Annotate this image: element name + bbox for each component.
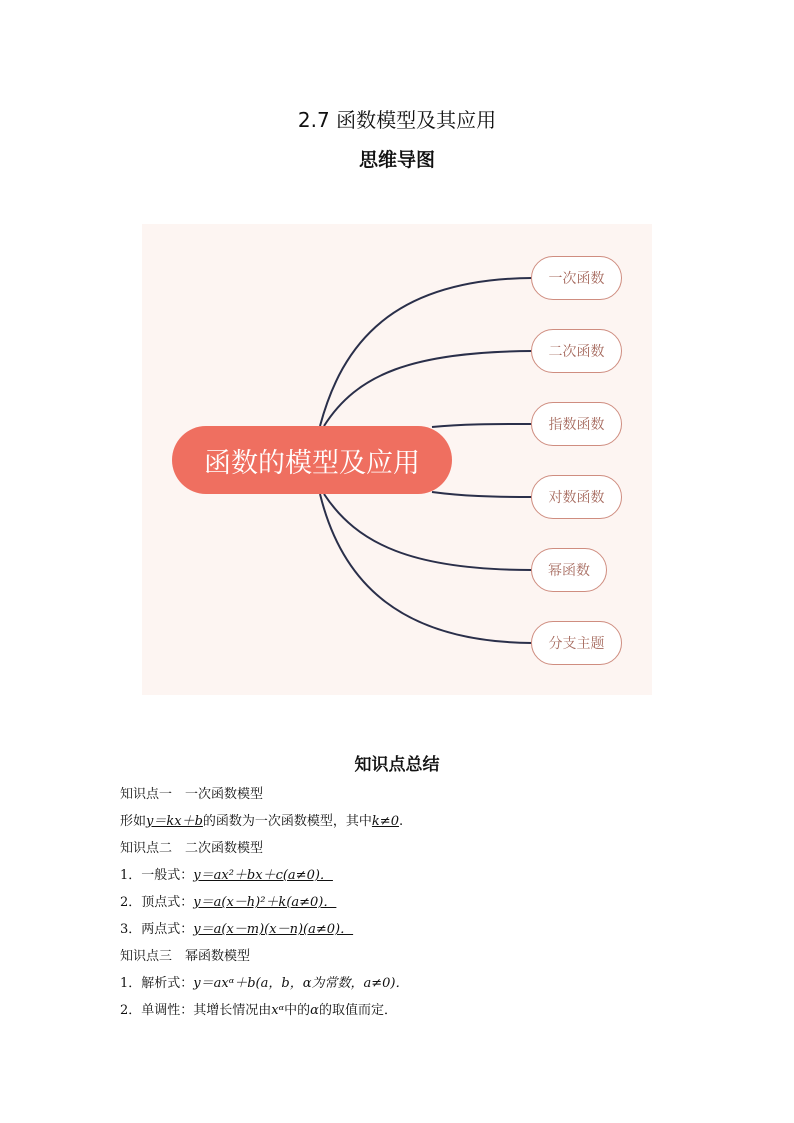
page-subtitle: 思维导图 (358, 149, 435, 171)
k3-l2-end: 的取值而定． (318, 1003, 397, 1018)
mind-map (142, 224, 652, 695)
connector-5 (324, 494, 532, 570)
k3-l1-formula: y＝axᵅ＋b(a，b，α为常数，a≠0)． (193, 976, 409, 991)
k1-end: . (398, 814, 404, 829)
connector-2 (324, 351, 532, 426)
branch-topic-subtopic: 分支主题 (531, 621, 622, 665)
branch-topic-power: 幂函数 (531, 548, 607, 592)
k2-l2-formula: y＝a(x－h)²＋k(a≠0)． (193, 895, 337, 910)
knowledge-3-heading: 知识点三 幂函数模型 (120, 949, 251, 964)
knowledge-1-body (120, 810, 403, 829)
k3-l2-alpha: α (310, 1003, 319, 1018)
k2-l1-formula: y＝ax²＋bx＋c(a≠0)． (193, 868, 333, 883)
k3-l2-x: xᵅ (271, 1003, 285, 1018)
branch-topic-exponential: 指数函数 (531, 402, 622, 446)
branch-topic-linear: 一次函数 (531, 256, 622, 300)
knowledge-3-line-2 (120, 999, 397, 1018)
k1-condition: k≠0 (371, 814, 399, 829)
central-topic: 函数的模型及应用 (172, 426, 452, 494)
k3-l1-label: 1．解析式： (120, 976, 194, 991)
knowledge-2-line-2 (120, 891, 336, 910)
branch-topic-quadratic: 二次函数 (531, 329, 622, 373)
k2-l3-formula: y＝a(x－m)(x－n)(a≠0)． (193, 922, 354, 937)
knowledge-2-line-3 (120, 918, 353, 937)
branch-topic-logarithmic: 对数函数 (531, 475, 622, 519)
knowledge-3-line-1 (120, 972, 408, 991)
knowledge-2-line-1 (120, 864, 333, 883)
k2-l3-label: 3．两点式： (120, 922, 194, 937)
connector-3 (432, 424, 532, 427)
k2-l1-label: 1．一般式： (120, 868, 194, 883)
k2-l2-label: 2．顶点式： (120, 895, 194, 910)
k3-l2-pre: 2．单调性：其增长情况由 (120, 1003, 272, 1018)
knowledge-1-heading: 知识点一 一次函数模型 (120, 787, 264, 802)
k1-pre: 形如 (120, 814, 147, 829)
summary-title: 知识点总结 (354, 755, 440, 775)
page-title: 2.7 函数模型及其应用 (297, 108, 497, 132)
k1-mid: 的函数为一次函数模型，其中 (202, 814, 372, 829)
knowledge-2-heading: 知识点二 二次函数模型 (120, 841, 264, 856)
connector-4 (432, 492, 532, 497)
k3-l2-mid: 中的 (284, 1003, 311, 1018)
k1-formula: y＝kx＋b (146, 814, 203, 829)
